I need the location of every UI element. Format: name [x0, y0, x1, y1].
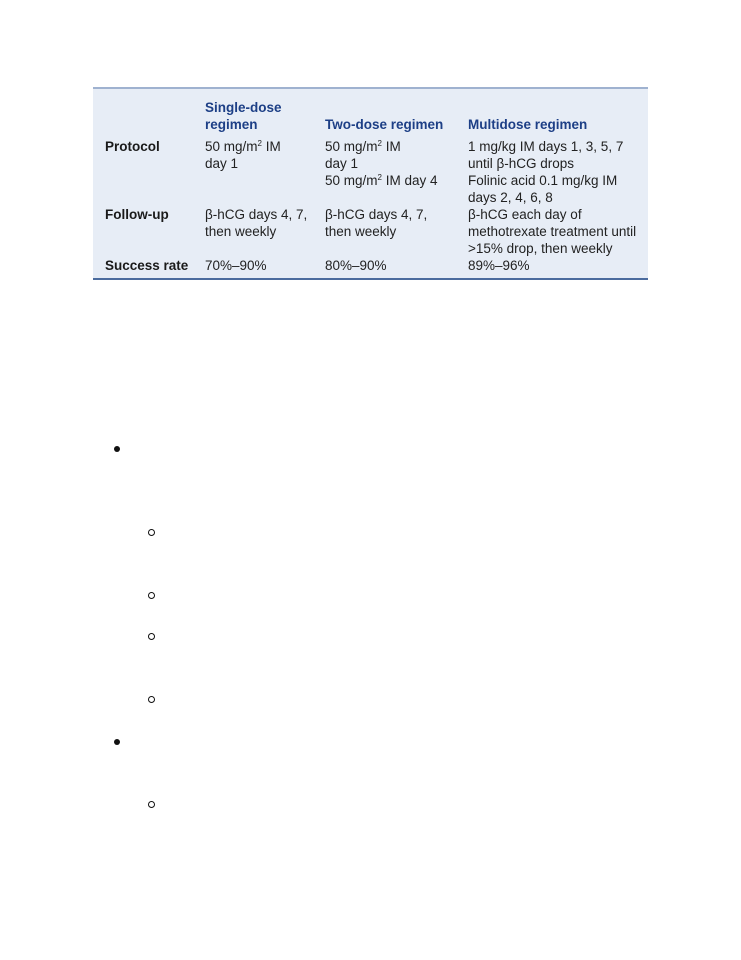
protocol-single-dose	[205, 138, 281, 172]
followup-two-line2: then weekly	[325, 224, 397, 239]
bullet-circle-5	[148, 801, 155, 808]
bullet-circle-4	[148, 696, 155, 703]
bullet-disc-2	[114, 739, 120, 745]
followup-two-line1: β-hCG days 4, 7,	[325, 207, 428, 222]
protocol-multi-line2: until β-hCG drops	[468, 156, 575, 171]
row-label-success-rate: Success rate	[105, 258, 189, 273]
followup-single-line2: then weekly	[205, 224, 277, 239]
followup-multi-line3: >15% drop, then weekly	[468, 241, 613, 256]
protocol-two-line2: day 1	[325, 156, 359, 171]
success-multidose: 89%–96%	[468, 258, 530, 273]
followup-two-dose	[325, 206, 427, 240]
success-single-dose: 70%–90%	[205, 258, 267, 273]
protocol-multi-line4: days 2, 4, 6, 8	[468, 190, 553, 205]
protocol-single-line2: day 1	[205, 156, 239, 171]
header-two-dose: Two-dose regimen	[325, 117, 444, 132]
protocol-single-line1: 50 $mg/m^2$ IM	[205, 139, 281, 154]
protocol-two-line1: 50 $mg/m^2$ IM	[325, 139, 401, 154]
bullet-circle-1	[148, 529, 155, 536]
bullet-disc-1	[114, 446, 120, 452]
bullet-circle-2	[148, 592, 155, 599]
row-label-follow-up: Follow-up	[105, 207, 169, 222]
followup-multidose	[468, 206, 636, 257]
success-two-dose: 80%–90%	[325, 258, 387, 273]
protocol-multi-line1: 1 mg/kg IM days 1, 3, 5, 7	[468, 139, 624, 154]
followup-single-line1: β-hCG days 4, 7,	[205, 207, 308, 222]
protocol-multi-line3: Folinic acid 0.1 mg/kg IM	[468, 173, 618, 188]
header-single-dose	[205, 99, 282, 133]
header-single-dose-line1: Single-dose	[205, 100, 282, 115]
bullet-circle-3	[148, 633, 155, 640]
header-single-dose-line2: regimen	[205, 117, 258, 132]
regimen-table	[93, 87, 648, 280]
protocol-two-dose	[325, 138, 438, 189]
protocol-multidose	[468, 138, 623, 206]
followup-multi-line2: methotrexate treatment until	[468, 224, 637, 239]
protocol-two-line3: 50 $mg/m^2$ IM day 4	[325, 173, 438, 188]
followup-multi-line1: β-hCG each day of	[468, 207, 582, 222]
header-multidose: Multidose regimen	[468, 117, 588, 132]
row-label-protocol: Protocol	[105, 139, 160, 154]
followup-single-dose	[205, 206, 307, 240]
